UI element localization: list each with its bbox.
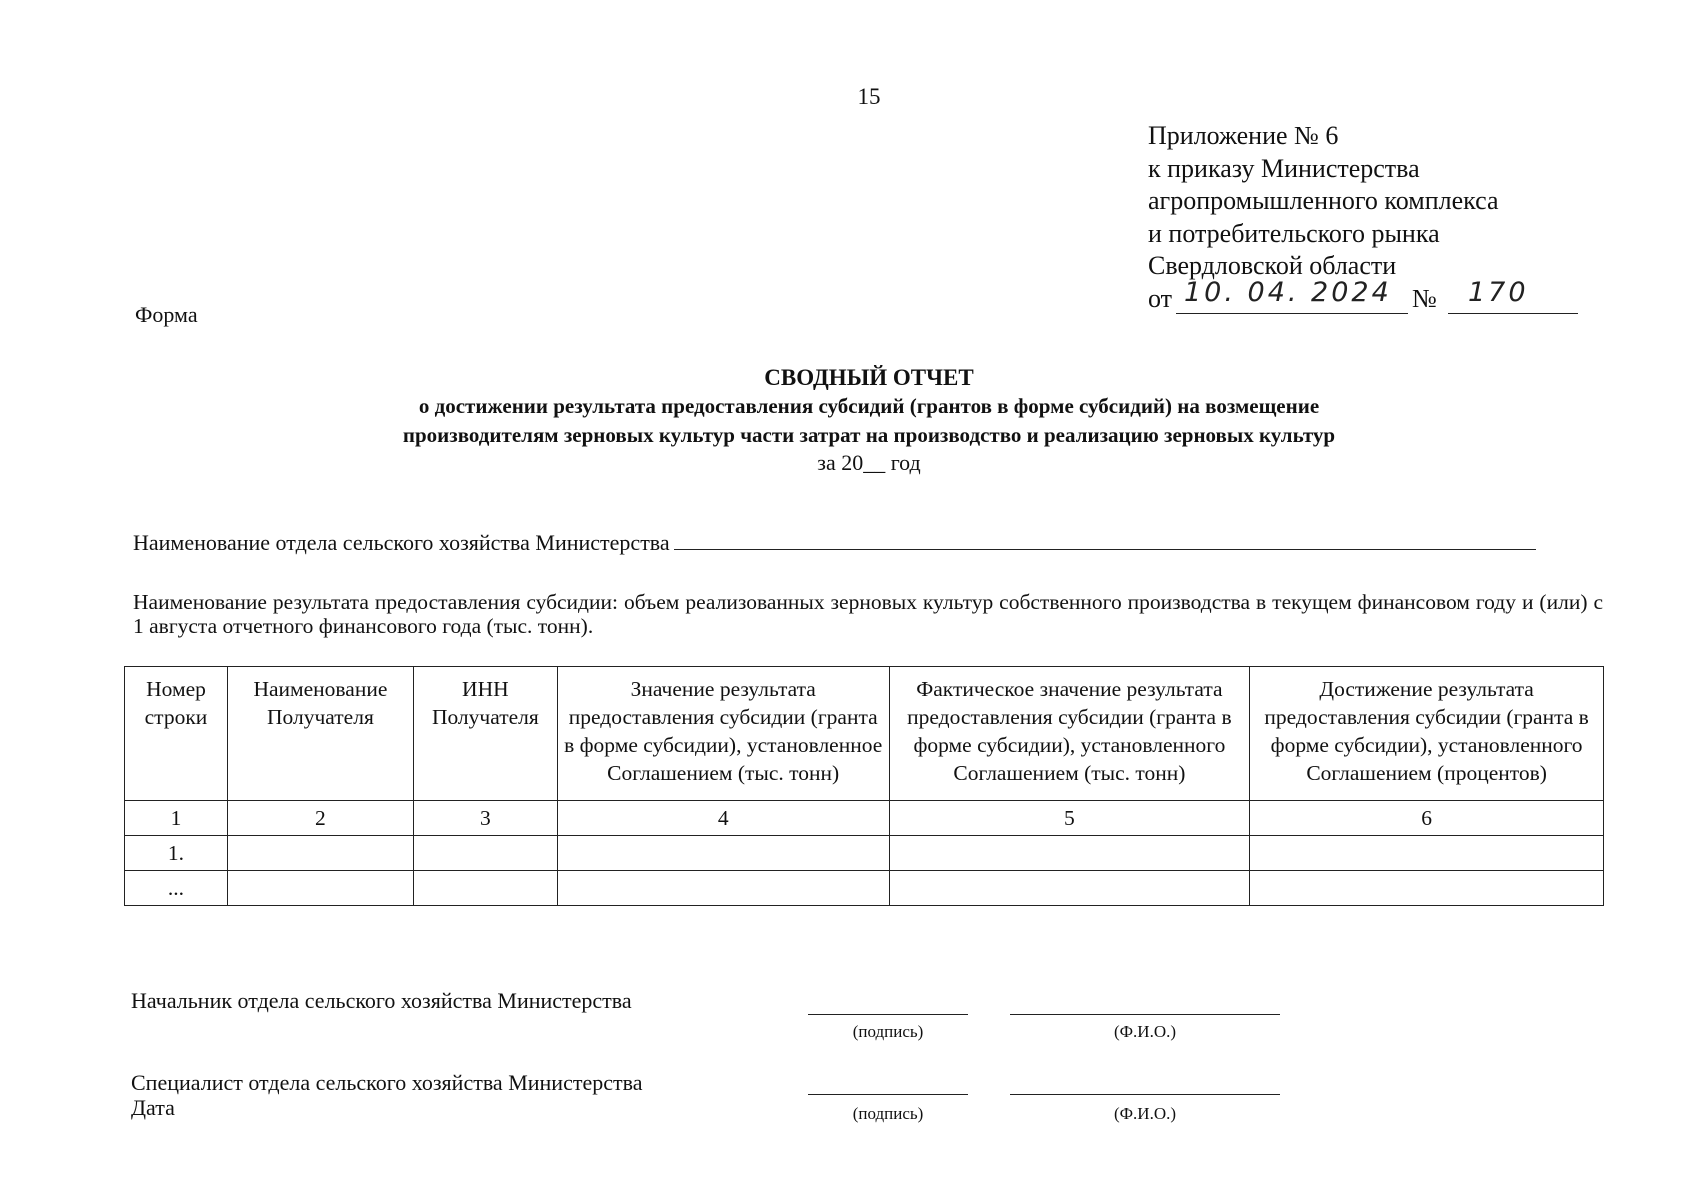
specialist-label: Специалист отдела сельского хозяйства Министерства: [131, 1070, 643, 1095]
table-cell[interactable]: [889, 871, 1250, 906]
column-number: 4: [557, 801, 889, 836]
specialist-signature-line[interactable]: [808, 1093, 968, 1095]
report-title: СВОДНЫЙ ОТЧЕТ: [764, 365, 974, 390]
table-header-row: [125, 667, 1604, 801]
column-number-row: [125, 801, 1604, 836]
appendix-header: [1148, 120, 1529, 315]
head-name-line[interactable]: [1010, 1013, 1280, 1015]
appendix-line: к приказу Министерства: [1148, 153, 1420, 183]
department-field: [133, 530, 1536, 556]
report-subtitle-line: о достижении результата предоставления субсидий (грантов в форме субсидий) на возмещение: [418, 394, 1320, 418]
appendix-line: Приложение № 6: [1148, 121, 1339, 150]
date-prefix: от: [1148, 283, 1173, 313]
head-name-caption: (Ф.И.О.): [1113, 1022, 1177, 1041]
specialist-name-caption: (Ф.И.О.): [1113, 1104, 1177, 1123]
appendix-line: и потребительского рынка: [1148, 218, 1440, 248]
report-year: за 20__ год: [817, 450, 921, 475]
handwritten-date: 10. 04. 2024: [1184, 276, 1392, 308]
table-row: [125, 836, 1604, 871]
number-underline: [1448, 277, 1578, 314]
table-cell[interactable]: [889, 836, 1250, 871]
column-header: Значение результата предоставления субсидии (гранта в форме субсидии), установленное Соглашением (тыс. тонн): [557, 667, 889, 801]
table-cell[interactable]: [413, 836, 557, 871]
table-cell[interactable]: [1250, 871, 1604, 906]
appendix-line: агропромышленного комплекса: [1148, 186, 1499, 215]
result-description: Наименование результата предоставления субсидии: объем реализованных зерновых культур собственного производства в текущем финансовом году и (или) с 1 августа отчетного финансового года (тыс. тонн).: [133, 590, 1603, 638]
form-label: Форма: [135, 302, 198, 327]
specialist-signature-caption: (подпись): [852, 1104, 924, 1123]
handwritten-number: 170: [1468, 276, 1529, 308]
specialist-name-line[interactable]: [1010, 1093, 1280, 1095]
table-cell[interactable]: [557, 836, 889, 871]
column-header: Наименование Получателя: [227, 667, 413, 801]
report-table: [124, 666, 1604, 906]
number-prefix: №: [1412, 283, 1437, 313]
column-header: ИНН Получателя: [413, 667, 557, 801]
page-number: 15: [857, 84, 881, 109]
table-cell[interactable]: [227, 871, 413, 906]
column-number: 3: [413, 801, 557, 836]
table-row: [125, 871, 1604, 906]
column-header: Достижение результата предоставления субсидии (гранта в форме субсидии), установленного Соглашением (процентов): [1250, 667, 1604, 801]
column-number: 2: [227, 801, 413, 836]
column-number: 6: [1250, 801, 1604, 836]
department-fill-line[interactable]: [674, 531, 1536, 550]
head-signature-caption: (подпись): [852, 1022, 924, 1041]
report-title-block: [0, 364, 1697, 476]
appendix-line: Свердловской области: [1148, 251, 1397, 280]
date-label: Дата: [131, 1095, 175, 1120]
table-cell[interactable]: [413, 871, 557, 906]
row-number-cell: 1.: [125, 836, 228, 871]
department-label: Наименование отдела сельского хозяйства Министерства: [133, 530, 670, 555]
row-number-cell: ...: [125, 871, 228, 906]
column-number: 5: [889, 801, 1250, 836]
order-date-number: [1148, 276, 1529, 315]
table-cell[interactable]: [227, 836, 413, 871]
head-signature-line[interactable]: [808, 1013, 968, 1015]
column-header: Фактическое значение результата предоставления субсидии (гранта в форме субсидии), установленного Соглашением (тыс. тонн): [889, 667, 1250, 801]
table-cell[interactable]: [557, 871, 889, 906]
column-header: Номер строки: [125, 667, 228, 801]
date-underline: [1176, 277, 1408, 314]
table-cell[interactable]: [1250, 836, 1604, 871]
head-label: Начальник отдела сельского хозяйства Министерства: [131, 988, 632, 1013]
column-number: 1: [125, 801, 228, 836]
report-subtitle-line: производителям зерновых культур части затрат на производство и реализацию зерновых культур: [402, 423, 1336, 447]
